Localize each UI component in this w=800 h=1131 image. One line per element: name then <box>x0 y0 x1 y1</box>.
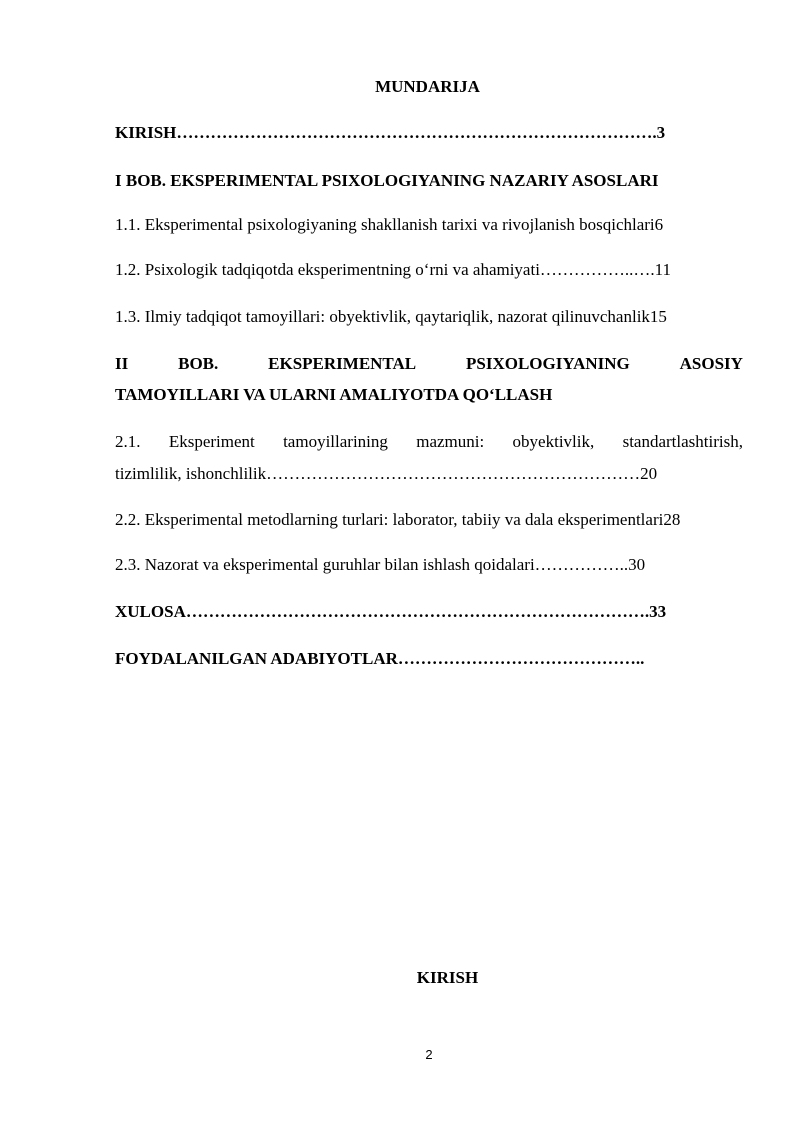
toc-entry-xulosa: XULOSA……………………………………………………………………….33 <box>115 602 667 621</box>
word: 2.1. <box>115 432 141 451</box>
word: standartlashtirish, <box>622 432 743 451</box>
section-heading-kirish: KIRISH <box>416 968 479 987</box>
toc-entry-2-1-line1 <box>115 427 743 457</box>
toc-entry-1-2: 1.2. Psixologik tadqiqotda eksperimentning o‘rni va ahamiyati……………..….11 <box>115 260 672 279</box>
toc-entry-adabiyotlar: FOYDALANILGAN ADABIYOTLAR…………………………………….. <box>115 649 645 668</box>
page-number: 2 <box>425 1047 433 1062</box>
word: II <box>115 354 129 373</box>
toc-entry-2-2: 2.2. Eksperimental metodlarning turlari: laborator, tabiiy va dala eksperimentlari28 <box>115 510 681 529</box>
toc-chapter-2-line1 <box>115 349 743 379</box>
toc-entry-kirish: KIRISH………………………………………………………………………….3 <box>115 123 666 142</box>
toc-entry-2-3: 2.3. Nazorat va eksperimental guruhlar bilan ishlash qoidalari……………..30 <box>115 555 646 574</box>
toc-entry-2-1-line2: tizimlilik, ishonchlilik…………………………………………………………20 <box>115 464 658 483</box>
word: obyektivlik, <box>512 432 595 451</box>
word: EKSPERIMENTAL <box>268 354 417 373</box>
word: Eksperiment <box>168 432 255 451</box>
word: BOB. <box>178 354 219 373</box>
toc-entry-1-1: 1.1. Eksperimental psixologiyaning shakllanish tarixi va rivojlanish bosqichlari6 <box>115 215 664 234</box>
word: tamoyillarining <box>283 432 388 451</box>
toc-chapter-2-line2: TAMOYILLARI VA ULARNI AMALIYOTDA QO‘LLASH <box>115 385 553 404</box>
word: mazmuni: <box>416 432 485 451</box>
word: PSIXOLOGIYANING <box>466 354 630 373</box>
toc-entry-1-3: 1.3. Ilmiy tadqiqot tamoyillari: obyektivlik, qaytariqlik, nazorat qilinuvchanlik15 <box>115 307 667 326</box>
toc-chapter-1: I BOB. EKSPERIMENTAL PSIXOLOGIYANING NAZARIY ASOSLARI <box>115 171 659 190</box>
toc-title: MUNDARIJA <box>375 77 480 96</box>
word: ASOSIY <box>679 354 743 373</box>
